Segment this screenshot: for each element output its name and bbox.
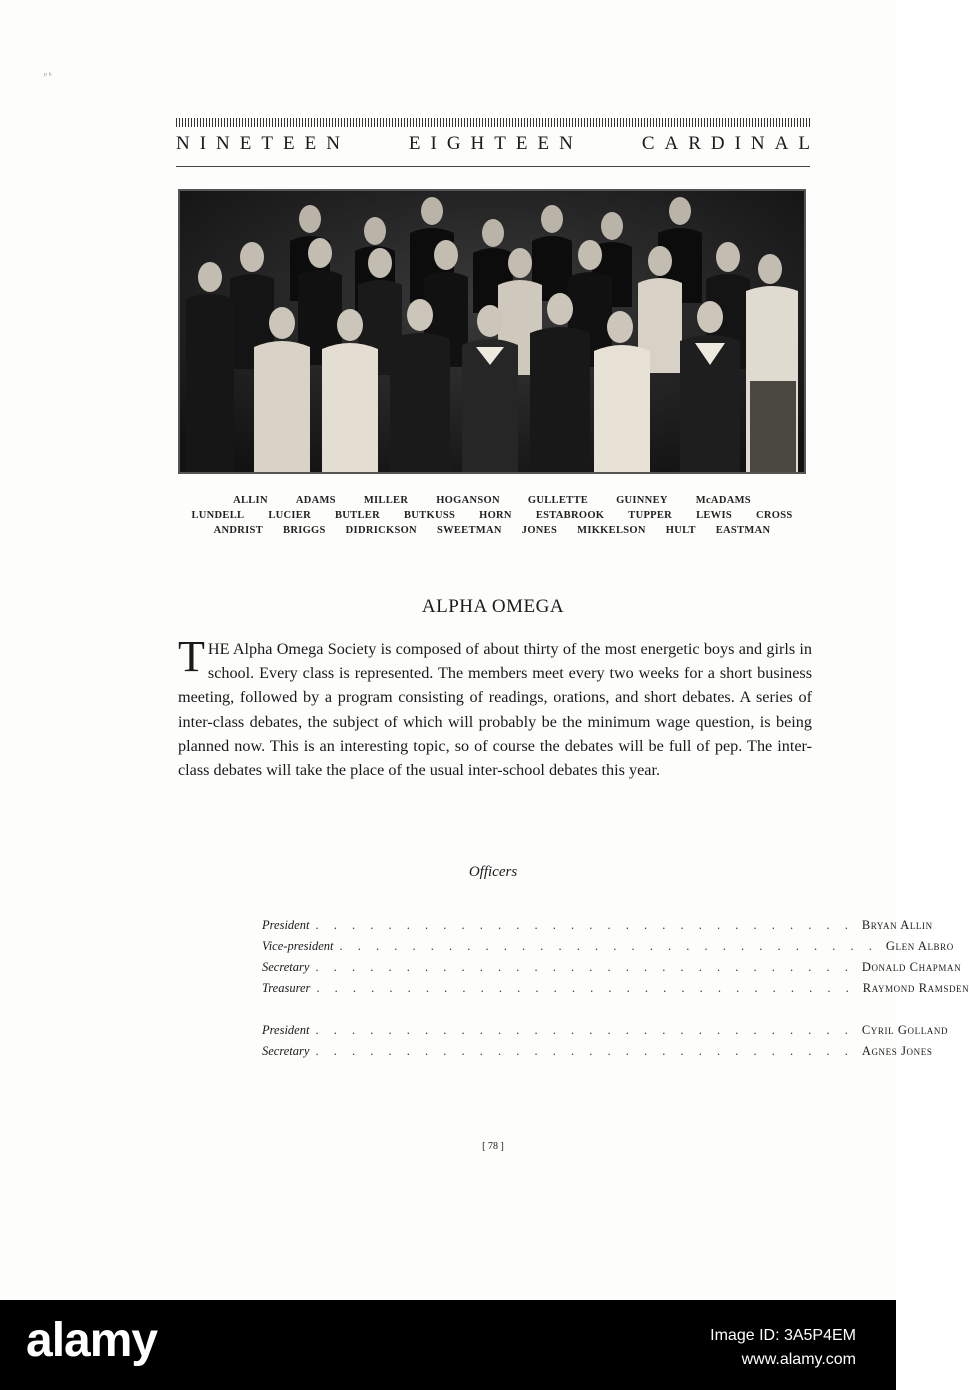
officer-name: Glen Albro	[885, 939, 954, 953]
running-header	[176, 133, 820, 155]
name-label: McADAMS	[695, 495, 751, 506]
officer-row	[262, 918, 933, 939]
header-rule-bottom	[176, 166, 810, 167]
officer-row	[262, 1023, 949, 1044]
officer-row	[262, 939, 954, 960]
officer-role: Secretary	[262, 1044, 310, 1058]
name-label: LEWIS	[696, 510, 733, 521]
article-body	[178, 632, 812, 782]
officer-row	[262, 960, 962, 981]
officers-heading: Officers	[468, 864, 518, 880]
name-label: ESTABROOK	[535, 510, 605, 521]
image-id: Image ID: 3A5P4EM	[710, 1327, 856, 1344]
name-label: CROSS	[756, 510, 793, 521]
name-label: LUNDELL	[191, 510, 245, 521]
officer-name: Bryan Allin	[861, 918, 933, 932]
name-label: DIDRICKSON	[345, 525, 417, 536]
drop-cap: T	[178, 632, 205, 681]
leader-dots: . . . . . . . . . . . . . . . . . . . . . . . . . . . . . .	[315, 960, 854, 974]
officer-name: Cyril Golland	[861, 1023, 949, 1037]
name-label: TUPPER	[628, 510, 673, 521]
name-label: MIKKELSON	[577, 525, 646, 536]
name-row-2	[178, 508, 806, 523]
corner-mark: ᵖ ᵏ	[44, 70, 52, 80]
name-label: MILLER	[363, 495, 409, 506]
officer-row	[262, 1044, 933, 1065]
article-text: HE Alpha Omega Society is composed of about thirty of the most energetic boys and girls in school. Every class is represented. The members meet every two weeks for a short business meeting, followed by a program consisting of readings, orations, and short debates. A series of inter-class debates, the subject of which will probably be the minimum wage question, is being planned now. This is an interesting topic, so of course the debates will be full of pep. The inter-class debates will take the place of the usual inter-school debates this year.	[178, 640, 812, 780]
officer-role: President	[262, 1023, 310, 1037]
officer-name: Agnes Jones	[861, 1044, 933, 1058]
officer-name: Donald Chapman	[861, 960, 962, 974]
officer-role: Secretary	[262, 960, 310, 974]
alamy-logo: alamy	[26, 1314, 158, 1367]
leader-dots: . . . . . . . . . . . . . . . . . . . . . . . . . . . . . .	[316, 981, 855, 995]
header-word-3: CARDINAL	[641, 133, 820, 154]
header-rule-top	[176, 118, 810, 127]
header-word-2: EIGHTEEN	[408, 133, 583, 154]
name-caption	[178, 493, 806, 538]
name-label: ANDRIST	[213, 525, 264, 536]
name-row-3	[178, 523, 806, 538]
watermark-banner	[0, 1300, 896, 1390]
name-row-1	[178, 493, 806, 508]
name-label: ALLIN	[233, 495, 268, 506]
officers-list	[262, 918, 969, 1065]
name-label: BUTLER	[335, 510, 380, 521]
page-number: [ 78 ]	[482, 1141, 504, 1152]
name-label: SWEETMAN	[436, 525, 502, 536]
officer-name: Raymond Ramsden	[862, 981, 969, 995]
name-label: HOGANSON	[436, 495, 500, 506]
officer-role: Treasurer	[262, 981, 311, 995]
name-label: GULLETTE	[527, 495, 589, 506]
name-label: LUCIER	[268, 510, 311, 521]
leader-dots: . . . . . . . . . . . . . . . . . . . . . . . . . . . . . .	[315, 1044, 854, 1058]
group-photo	[178, 189, 806, 474]
header-word-1: NINETEEN	[176, 133, 350, 154]
name-label: GUINNEY	[616, 495, 668, 506]
article-title: ALPHA OMEGA	[421, 596, 565, 617]
leader-dots: . . . . . . . . . . . . . . . . . . . . . . . . . . . . . .	[315, 1023, 854, 1037]
name-label: JONES	[521, 525, 558, 536]
officer-role: President	[262, 918, 310, 932]
leader-dots: . . . . . . . . . . . . . . . . . . . . . . . . . . . . . .	[339, 939, 878, 953]
officer-role: Vice-president	[262, 939, 334, 953]
name-label: HULT	[665, 525, 696, 536]
officer-row	[262, 981, 969, 1002]
site-url: www.alamy.com	[741, 1351, 856, 1368]
name-label: HORN	[479, 510, 512, 521]
leader-dots: . . . . . . . . . . . . . . . . . . . . . . . . . . . . . .	[315, 918, 854, 932]
name-label: BUTKUSS	[403, 510, 456, 521]
group-spacer	[262, 1002, 742, 1023]
name-label: EASTMAN	[715, 525, 771, 536]
name-label: ADAMS	[295, 495, 336, 506]
image-id-block	[710, 1324, 856, 1372]
name-label: BRIGGS	[283, 525, 326, 536]
group-photo-figures	[180, 191, 804, 472]
